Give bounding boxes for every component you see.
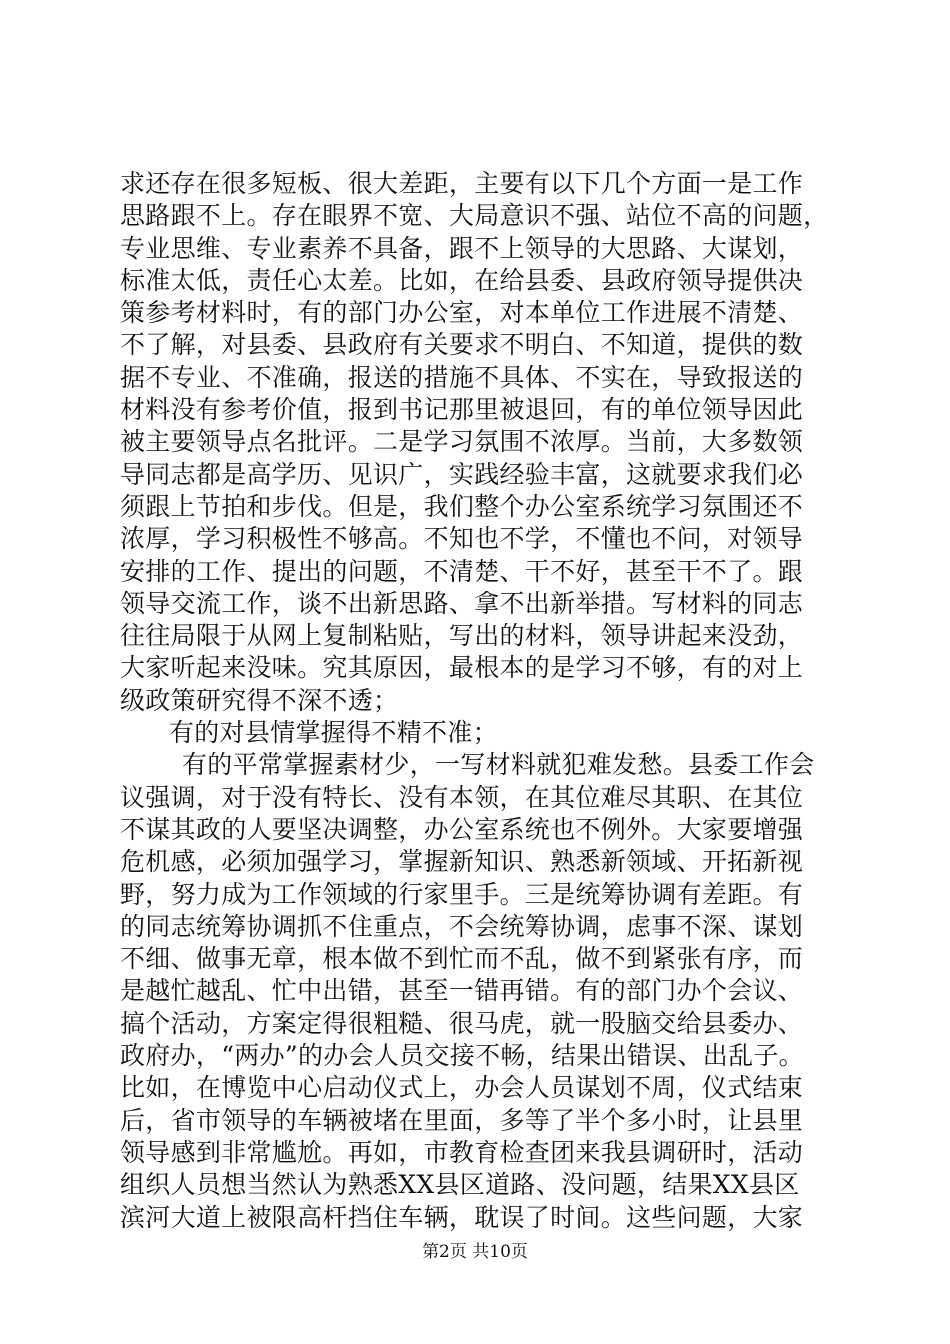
text-line: 议强调，对于没有特长、没有本领，在其位难尽其职、在其位	[120, 782, 804, 812]
text-line: 往往局限于从网上复制粘贴，写出的材料，领导讲起来没劲，	[120, 621, 804, 651]
text-line: 据不专业、不准确，报送的措施不具体、不实在，导致报送的	[120, 362, 804, 392]
text-line: 被主要领导点名批评。二是学习氛围不浓厚。当前，大多数领	[120, 427, 804, 457]
text-line: 的同志统筹协调抓不住重点，不会统筹协调，虑事不深、谋划	[120, 911, 804, 941]
text-line: 浓厚，学习积极性不够高。不知也不学，不懂也不问，对领导	[120, 524, 804, 554]
text-line: 标准太低，责任心太差。比如，在给县委、县政府领导提供决	[120, 265, 804, 295]
text-line: 求还存在很多短板、很大差距，主要有以下几个方面一是工作	[120, 169, 804, 198]
text-line: 材料没有参考价值，报到书记那里被退回，有的单位领导因此	[120, 395, 804, 425]
text-line: 政府办，“两办”的办会人员交接不畅，结果出错误、出乱子。	[120, 1041, 804, 1071]
text-line: 领导感到非常尴尬。再如，市教育检查团来我县调研时，活动	[120, 1137, 804, 1167]
body-text	[120, 168, 832, 1234]
text-line: 比如，在博览中心启动仪式上，办会人员谋划不周，仪式结束	[120, 1073, 804, 1103]
paragraph-first-line: 有的平常掌握素材少，一写材料就犯难发愁。县委工作会	[182, 750, 815, 780]
text-line: 危机感，必须加强学习，掌握新知识、熟悉新领域、开拓新视	[120, 847, 804, 877]
text-line: 野，努力成为工作领域的行家里手。三是统筹协调有差距。有	[120, 879, 804, 909]
text-line: 策参考材料时，有的部门办公室，对本单位工作进展不清楚、	[120, 298, 804, 328]
text-line: 搞个活动，方案定得很粗糙、很马虎，就一股脑交给县委办、	[120, 1008, 804, 1038]
text-line: 不细、做事无章，根本做不到忙而不乱，做不到紧张有序，而	[120, 944, 804, 974]
text-line: 后，省市领导的车辆被堵在里面，多等了半个多小时，让县里	[120, 1105, 804, 1135]
text-line: 组织人员想当然认为熟悉XX县区道路、没问题，结果XX县区	[120, 1170, 800, 1200]
text-line: 领导交流工作，谈不出新思路、拿不出新举措。写材料的同志	[120, 588, 804, 618]
paragraph-first-line: 有的对县情掌握得不精不准；	[169, 718, 498, 748]
page-footer	[0, 1240, 950, 1264]
page-number: 第2页 共10页	[422, 1242, 528, 1262]
text-line: 专业思维、专业素养不具备，跟不上领导的大思路、大谋划，	[120, 233, 804, 263]
text-line: 大家听起来没味。究其原因，最根本的是学习不够，有的对上	[120, 653, 804, 683]
text-line: 是越忙越乱、忙中出错，甚至一错再错。有的部门办个会议、	[120, 976, 804, 1006]
text-line: 不谋其政的人要坚决调整，办公室系统也不例外。大家要增强	[120, 814, 804, 844]
text-line: 级政策研究得不深不透；	[120, 685, 399, 715]
text-line: 安排的工作、提出的问题，不清楚、干不好，甚至干不了。跟	[120, 556, 804, 586]
text-line: 不了解，对县委、县政府有关要求不明白、不知道，提供的数	[120, 330, 804, 360]
text-line: 滨河大道上被限高杆挡住车辆，耽误了时间。这些问题，大家	[120, 1202, 804, 1232]
text-line: 导同志都是高学历、见识广，实践经验丰富，这就要求我们必	[120, 459, 804, 489]
text-line: 须跟上节拍和步伐。但是，我们整个办公室系统学习氛围还不	[120, 491, 804, 521]
text-line: 思路跟不上。存在眼界不宽、大局意识不强、站位不高的问题，	[120, 201, 829, 231]
